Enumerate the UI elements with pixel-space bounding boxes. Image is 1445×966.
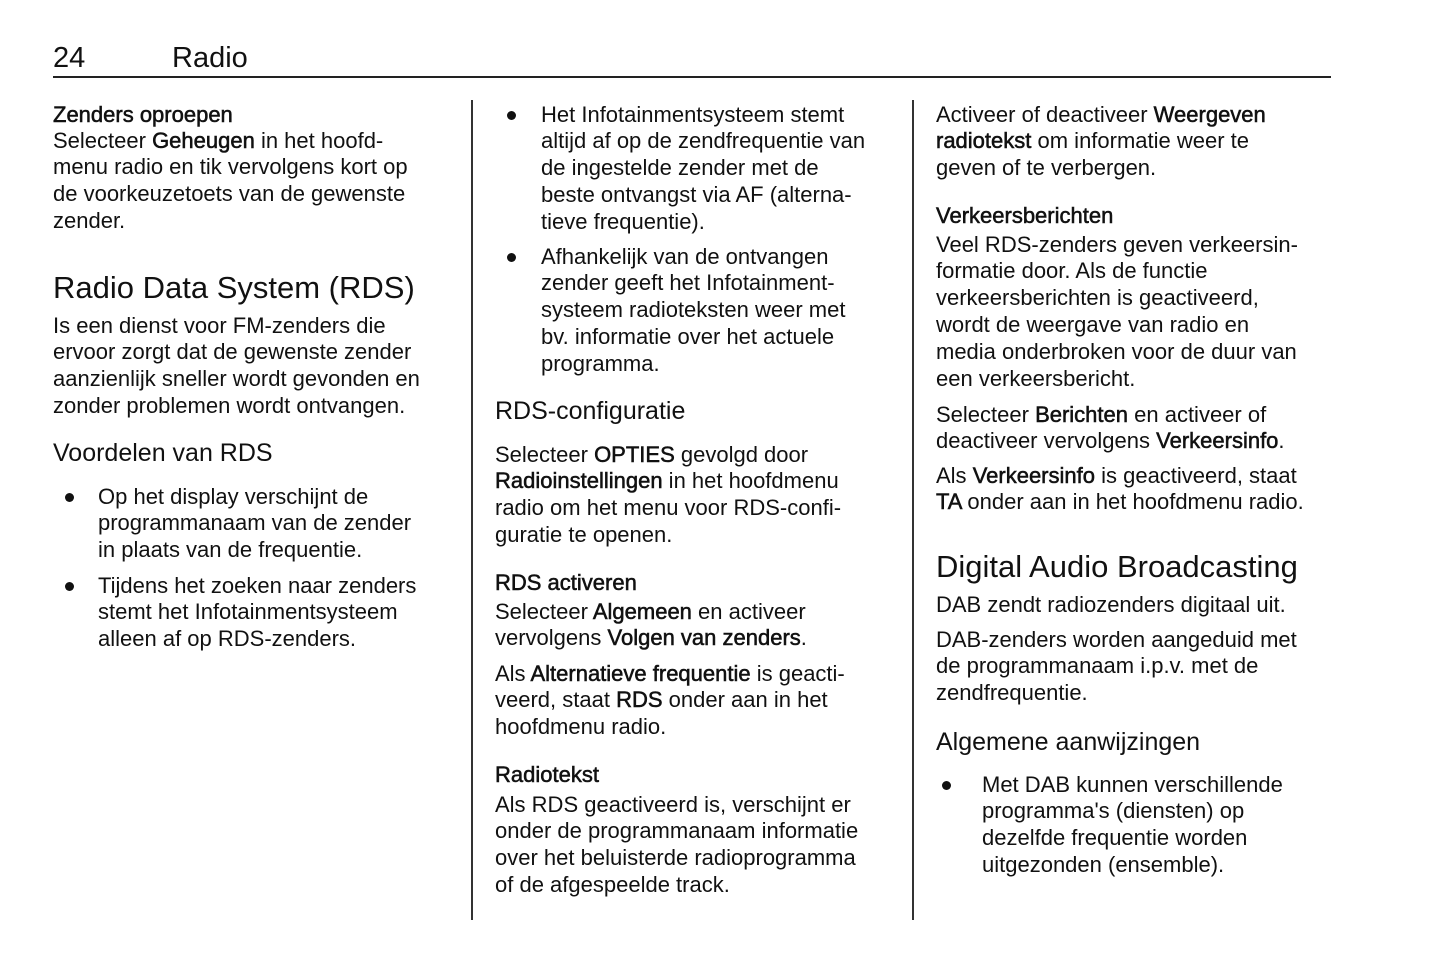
text-run: verkeersberichten is geactiveerd,: [936, 285, 1259, 311]
text-line: [495, 714, 845, 741]
text-run: Als RDS geactiveerd is, verschijnt er: [495, 791, 851, 817]
paragraph: [936, 463, 1304, 517]
text-run: in het hoofdmenu: [662, 468, 839, 494]
text-run: in plaats van de frequentie.: [98, 537, 363, 563]
text-line: [495, 468, 841, 495]
emphasized-term: Weergeven: [1153, 101, 1266, 127]
text-run: radio om het menu voor RDS-confi-: [495, 495, 842, 521]
text-run: DAB zendt radiozenders digitaal uit.: [936, 591, 1286, 617]
text-line: [495, 845, 858, 872]
text-line: [495, 687, 845, 714]
text-line: [541, 128, 865, 155]
text-line: [53, 366, 420, 393]
text-line: [936, 102, 1266, 129]
text-run: bv. informatie over het actuele: [541, 323, 835, 349]
text-line: [495, 396, 685, 426]
text-run: deactiveer vervolgens: [936, 428, 1157, 454]
subsection-heading: [53, 438, 273, 468]
text-line: [53, 339, 420, 366]
text-run: onder de programmanaam informatie: [495, 818, 859, 844]
text-run: alleen af op RDS-zenders.: [98, 626, 357, 652]
paragraph: [495, 442, 841, 549]
text-line: [541, 182, 865, 209]
text-run: over het beluisterde radioprogramma: [495, 845, 856, 871]
text-line: [495, 792, 858, 819]
text-line: [982, 852, 1283, 879]
text-run: en activeer of: [1128, 401, 1267, 427]
text-line: [98, 573, 416, 600]
text-line: [936, 680, 1297, 707]
bullet-icon: [942, 781, 951, 790]
text-run: Als: [495, 660, 531, 686]
text-run: Als: [936, 462, 973, 488]
text-run: Verkeersberichten: [936, 202, 1114, 228]
bullet-item: [53, 484, 411, 564]
paragraph-heading: [495, 762, 599, 789]
text-run: .: [800, 625, 807, 651]
subsection-heading: [495, 396, 685, 426]
text-line: [936, 463, 1304, 490]
column-divider: [912, 100, 914, 920]
text-line: [495, 818, 858, 845]
text-run: DAB-zenders worden aangeduid met: [936, 626, 1297, 652]
text-line: [541, 297, 845, 324]
emphasized-term: Alternatieve frequentie: [530, 660, 751, 686]
text-line: [53, 270, 415, 306]
text-run: guratie te openen.: [495, 521, 673, 547]
section-heading: [53, 270, 415, 306]
text-run: menu radio en tik vervolgens kort op: [53, 154, 408, 180]
paragraph: [53, 313, 420, 420]
text-line: [53, 438, 273, 468]
text-line: [936, 155, 1266, 182]
text-line: [541, 209, 865, 236]
text-line: [936, 128, 1266, 155]
paragraph: [936, 592, 1286, 619]
text-run: zender.: [53, 207, 126, 233]
text-line: [936, 312, 1298, 339]
text-run: een verkeersbericht.: [936, 365, 1136, 391]
text-run: en activeer: [691, 598, 806, 624]
text-line: [936, 592, 1286, 619]
bullet-icon: [507, 111, 516, 120]
text-run: Het Infotainmentsysteem stemt: [541, 101, 845, 127]
text-run: geven of te verbergen.: [936, 155, 1157, 181]
text-run: onder aan in het hoofdmenu radio.: [961, 489, 1304, 515]
text-line: [541, 351, 845, 378]
text-line: [541, 270, 845, 297]
text-run: RDS activeren: [495, 569, 637, 595]
text-run: Veel RDS-zenders geven verkeersin-: [936, 231, 1298, 257]
bullet-item: [495, 244, 845, 378]
paragraph: [936, 402, 1285, 456]
text-run: RDS-configuratie: [495, 397, 686, 425]
text-run: systeem radioteksten weer met: [541, 297, 846, 323]
section-heading: [936, 549, 1298, 585]
text-line: [936, 727, 1200, 757]
text-line: [98, 510, 411, 537]
text-run: Digital Audio Broadcasting: [936, 549, 1298, 584]
bullet-item: [936, 772, 1283, 879]
text-run: beste ontvangst via AF (alterna-: [541, 181, 852, 207]
text-run: vervolgens: [495, 625, 608, 651]
text-run: of de afgespeelde track.: [495, 871, 730, 897]
text-run: wordt de weergave van radio en: [936, 311, 1250, 337]
text-line: [936, 339, 1298, 366]
text-run: dezelfde frequentie worden: [982, 825, 1248, 851]
paragraph-heading: [495, 570, 637, 597]
text-run: zonder problemen wordt ontvangen.: [53, 392, 406, 418]
text-line: [541, 244, 845, 271]
text-line: [936, 203, 1113, 230]
text-run: formatie door. Als de functie: [936, 258, 1208, 284]
paragraph: [53, 128, 408, 235]
text-run: media onderbroken voor de duur van: [936, 338, 1297, 364]
text-line: [936, 285, 1298, 312]
text-run: stemt het Infotainmentsysteem: [98, 599, 398, 625]
text-run: is geacti-: [750, 660, 845, 686]
text-run: in het hoofd-: [254, 127, 384, 153]
text-run: zender geeft het Infotainment-: [541, 270, 835, 296]
text-line: [495, 442, 841, 469]
emphasized-term: Algemeen: [592, 598, 692, 624]
text-run: Met DAB kunnen verschillende: [982, 771, 1283, 797]
text-run: Radiotekst: [495, 761, 599, 787]
text-line: [936, 549, 1298, 585]
text-line: [98, 626, 416, 653]
bullet-icon: [65, 582, 74, 591]
text-run: .: [1278, 428, 1285, 454]
text-run: de ingestelde zender met de: [541, 155, 819, 181]
text-line: [495, 625, 807, 652]
text-line: [98, 599, 416, 626]
emphasized-term: Volgen van zenders: [607, 625, 801, 651]
text-line: [495, 872, 858, 899]
paragraph: [936, 232, 1298, 393]
text-line: [53, 154, 408, 181]
text-line: [936, 258, 1298, 285]
text-run: gevolgd door: [674, 441, 809, 467]
text-line: [936, 489, 1304, 516]
text-run: Zenders oproepen: [53, 101, 233, 127]
emphasized-term: radiotekst: [936, 128, 1032, 154]
text-line: [98, 537, 411, 564]
paragraph: [495, 599, 807, 653]
emphasized-term: OPTIES: [594, 441, 675, 467]
text-run: ervoor zorgt dat de gewenste zender: [53, 339, 412, 365]
text-run: aanzienlijk sneller wordt gevonden en: [53, 366, 420, 392]
text-line: [495, 522, 841, 549]
text-run: Tijdens het zoeken naar zenders: [98, 572, 417, 598]
subsection-heading: [936, 727, 1200, 757]
text-line: [936, 653, 1297, 680]
emphasized-term: Radioinstellingen: [495, 468, 663, 494]
text-run: is geactiveerd, staat: [1094, 462, 1297, 488]
text-line: [53, 128, 408, 155]
text-line: [495, 599, 807, 626]
text-line: [53, 313, 420, 340]
text-run: veerd, staat: [495, 687, 617, 713]
text-line: [936, 232, 1298, 259]
text-line: [936, 366, 1298, 393]
text-run: Selecteer: [495, 598, 593, 624]
emphasized-term: Verkeersinfo: [1156, 428, 1279, 454]
text-line: [495, 570, 637, 597]
text-run: Is een dienst voor FM-zenders die: [53, 312, 386, 338]
paragraph-heading: [53, 102, 233, 129]
text-run: onder aan in het: [662, 687, 828, 713]
bullet-item: [53, 573, 416, 653]
text-line: [495, 661, 845, 688]
text-line: [982, 798, 1283, 825]
text-run: Radio Data System (RDS): [53, 270, 415, 305]
text-line: [541, 155, 865, 182]
text-run: om informatie weer te: [1031, 128, 1250, 154]
text-line: [936, 627, 1297, 654]
text-line: [936, 428, 1285, 455]
text-run: Op het display verschijnt de: [98, 483, 369, 509]
column-divider: [471, 100, 473, 920]
paragraph: [495, 661, 845, 741]
text-line: [982, 825, 1283, 852]
header-rule: [53, 76, 1331, 78]
text-line: [541, 102, 865, 129]
text-line: [982, 772, 1283, 799]
text-run: Activeer of deactiveer: [936, 101, 1154, 127]
text-run: Selecteer: [53, 127, 153, 153]
text-run: tieve frequentie).: [541, 208, 705, 234]
text-run: Afhankelijk van de ontvangen: [541, 243, 829, 269]
paragraph: [936, 102, 1266, 182]
text-run: programmanaam van de zender: [98, 510, 412, 536]
page-number: 24: [53, 42, 86, 74]
paragraph: [936, 627, 1297, 707]
text-line: [495, 762, 599, 789]
text-line: [541, 324, 845, 351]
text-line: [98, 484, 411, 511]
text-line: [53, 208, 408, 235]
paragraph: [495, 792, 858, 899]
text-run: Selecteer: [936, 401, 1036, 427]
paragraph-heading: [936, 203, 1113, 230]
bullet-icon: [507, 253, 516, 262]
emphasized-term: Verkeersinfo: [972, 462, 1095, 488]
text-line: [53, 102, 233, 129]
text-run: zendfrequentie.: [936, 680, 1088, 706]
bullet-icon: [65, 493, 74, 502]
emphasized-term: Berichten: [1035, 401, 1129, 427]
emphasized-term: RDS: [616, 687, 663, 713]
text-run: Voordelen van RDS: [53, 439, 273, 467]
text-run: altijd af op de zendfrequentie van: [541, 128, 866, 154]
text-run: Algemene aanwijzingen: [936, 728, 1201, 756]
emphasized-term: TA: [936, 489, 962, 515]
text-line: [495, 495, 841, 522]
text-line: [53, 181, 408, 208]
text-run: programma's (diensten) op: [982, 798, 1245, 824]
text-line: [936, 402, 1285, 429]
text-run: Selecteer: [495, 441, 595, 467]
text-run: de voorkeuzetoets van de gewenste: [53, 181, 406, 207]
text-run: hoofdmenu radio.: [495, 714, 667, 740]
text-line: [53, 393, 420, 420]
bullet-item: [495, 102, 865, 236]
emphasized-term: Geheugen: [152, 127, 255, 153]
page-section-title: Radio: [172, 42, 248, 74]
text-run: programma.: [541, 350, 660, 376]
text-run: de programmanaam i.p.v. met de: [936, 653, 1259, 679]
text-run: uitgezonden (ensemble).: [982, 851, 1225, 877]
